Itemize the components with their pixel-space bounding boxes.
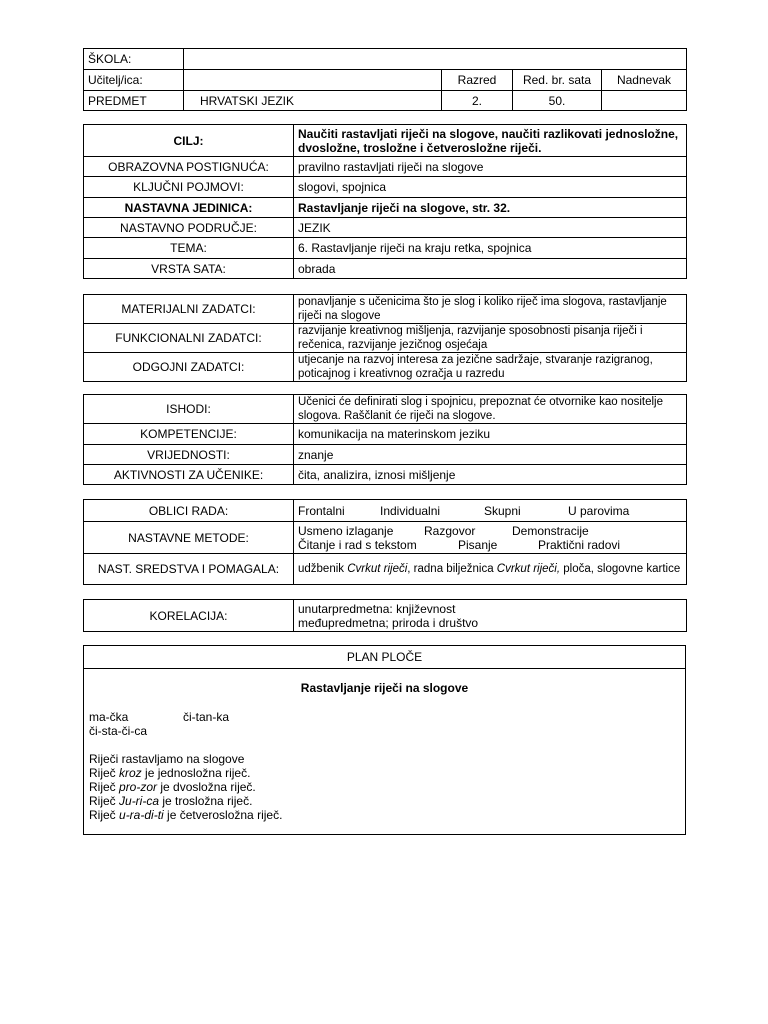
sredstva-text: udžbenik	[298, 563, 348, 575]
red-br-sata-value: 50.	[513, 91, 602, 111]
jedinica-label: NASTAVNA JEDINICA:	[84, 198, 294, 218]
aktivnosti-label: AKTIVNOSTI ZA UČENIKE:	[84, 465, 294, 485]
predmet-value: HRVATSKI JEZIK	[184, 91, 442, 111]
korelacija-label: KORELACIJA:	[84, 600, 294, 632]
skola-value	[184, 49, 687, 70]
skola-label: ŠKOLA:	[84, 49, 184, 70]
materijalni-label: MATERIJALNI ZADATCI:	[84, 295, 294, 324]
zadatci-table	[83, 294, 687, 382]
ishodi-value: Učenici će definirati slog i spojnicu, prepoznat će otvornike kao nositelje slogova. Raščlanit će riječi na slogove.	[294, 395, 687, 424]
funkcionalni-value: razvijanje kreativnog mišljenja, razvijanje sposobnosti pisanja riječi i rečenica, razvijanje jezičnog osjećaja	[294, 324, 687, 353]
nadnevak-value	[602, 91, 687, 111]
ucitelj-label: Učitelj/ica:	[84, 70, 184, 91]
sredstva-value	[294, 554, 687, 585]
sredstva-book-title: Cvrkut riječi,	[496, 563, 561, 575]
metode-option: Razgovor	[424, 523, 476, 538]
plan-rule: Riječ u-ra-di-ti je četverosložna riječ.	[89, 808, 283, 822]
podrucje-label: NASTAVNO PODRUČJE:	[84, 218, 294, 238]
sredstva-text: ploča, slogovne kartice	[560, 563, 681, 575]
metode-option: Pisanje	[458, 537, 498, 552]
plan-body	[84, 710, 685, 822]
oblici-label: OBLICI RADA:	[84, 500, 294, 522]
razred-label: Razred	[442, 70, 513, 91]
metode-option: Praktični radovi	[538, 537, 621, 552]
kompetencije-label: KOMPETENCIJE:	[84, 424, 294, 445]
ishodi-table	[83, 394, 687, 485]
korelacija-value	[294, 600, 687, 632]
metode-option: Demonstracije	[512, 523, 589, 538]
metode-option: Usmeno izlaganje	[298, 523, 394, 538]
postignuca-value: pravilno rastavljati riječi na slogove	[294, 157, 687, 177]
oblici-option: U parovima	[568, 503, 630, 518]
korelacija-line: unutarpredmetna: književnost	[298, 601, 456, 616]
korelacija-table	[83, 599, 687, 632]
sredstva-label: NAST. SREDSTVA I POMAGALA:	[84, 554, 294, 585]
jedinica-value: Rastavljanje riječi na slogove, str. 32.	[294, 198, 687, 218]
tema-label: TEMA:	[84, 238, 294, 259]
aktivnosti-value: čita, analizira, iznosi mišljenje	[294, 465, 687, 485]
vrsta-label: VRSTA SATA:	[84, 259, 294, 279]
nadnevak-label: Nadnevak	[602, 70, 687, 91]
header-table	[83, 48, 687, 111]
odgojni-value: utjecanje na razvoj interesa za jezične sadržaje, stvaranje razigranog, poticajnog i kreativnog ozračja u razredu	[294, 353, 687, 382]
odgojni-label: ODGOJNI ZADATCI:	[84, 353, 294, 382]
plan-example: či-tan-ka	[183, 710, 230, 724]
plan-rule: Riječ pro-zor je dvosložna riječ.	[89, 780, 256, 794]
plan-example: či-sta-či-ca	[89, 724, 148, 738]
materijalni-value: ponavljanje s učenicima što je slog i koliko riječ ima slogova, rastavljanje riječi na slogove	[294, 295, 687, 324]
funkcionalni-label: FUNKCIONALNI ZADATCI:	[84, 324, 294, 353]
ucitelj-value	[184, 70, 442, 91]
pojmovi-value: slogovi, spojnica	[294, 177, 687, 198]
vrijednosti-label: VRIJEDNOSTI:	[84, 445, 294, 465]
tema-value: 6. Rastavljanje riječi na kraju retka, spojnica	[294, 238, 687, 259]
ishodi-label: ISHODI:	[84, 395, 294, 424]
sredstva-book-title: Cvrkut riječi	[347, 563, 408, 575]
cilj-label: CILJ:	[84, 125, 294, 157]
oblici-option: Frontalni	[298, 503, 345, 518]
razred-value: 2.	[442, 91, 513, 111]
plan-rule: Riječ kroz je jednosložna riječ.	[89, 766, 251, 780]
plan-heading: Rastavljanje riječi na slogove	[300, 681, 469, 695]
plan-example: ma-čka	[89, 710, 129, 724]
plan-rule: Riječ Ju-ri-ca je trosložna riječ.	[89, 794, 253, 808]
cilj-table	[83, 124, 687, 279]
metode-value	[294, 522, 687, 554]
metode-option: Čitanje i rad s tekstom	[298, 537, 417, 552]
plan-rule-intro: Riječi rastavljamo na slogove	[89, 752, 245, 766]
oblici-value	[294, 500, 687, 522]
oblici-table	[83, 499, 687, 585]
predmet-label: PREDMET	[84, 91, 184, 111]
postignuca-label: OBRAZOVNA POSTIGNUĆA:	[84, 157, 294, 177]
sredstva-text: , radna bilježnica	[407, 563, 497, 575]
kompetencije-value: komunikacija na materinskom jeziku	[294, 424, 687, 445]
red-br-sata-label: Red. br. sata	[513, 70, 602, 91]
plan-title: PLAN PLOČE	[84, 646, 685, 669]
cilj-value: Naučiti rastavljati riječi na slogove, naučiti razlikovati jednosložne, dvosložne, trosložne i četverosložne riječi.	[294, 125, 687, 157]
metode-label: NASTAVNE METODE:	[84, 522, 294, 554]
korelacija-line: međupredmetna; priroda i društvo	[298, 615, 479, 630]
vrijednosti-value: znanje	[294, 445, 687, 465]
pojmovi-label: KLJUČNI POJMOVI:	[84, 177, 294, 198]
podrucje-value: JEZIK	[294, 218, 687, 238]
oblici-option: Individualni	[380, 503, 441, 518]
plan-ploce	[83, 645, 686, 835]
vrsta-value: obrada	[294, 259, 687, 279]
oblici-option: Skupni	[484, 503, 521, 518]
